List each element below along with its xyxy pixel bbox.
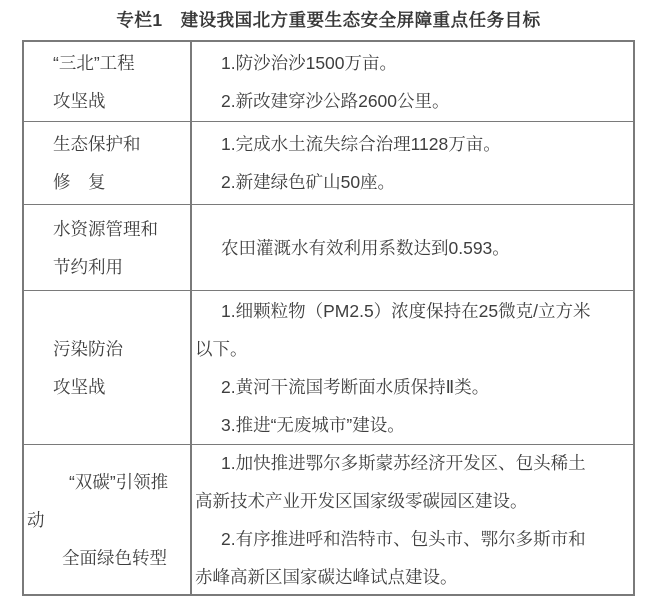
row-header-cell bbox=[24, 291, 192, 444]
text-line: 生态保护和 bbox=[53, 134, 141, 154]
text-line: “双碳”引领推 bbox=[69, 471, 169, 492]
text-line: 1.加快推进鄂尔多斯蒙苏经济开发区、包头稀土 bbox=[221, 452, 586, 473]
text-line: 高新技术产业开发区国家级零碳园区建设。 bbox=[195, 490, 528, 511]
table-row bbox=[24, 121, 633, 204]
text-line: 2.新建绿色矿山50座。 bbox=[221, 172, 396, 192]
text-line: 攻坚战 bbox=[53, 376, 106, 397]
text-line: 全面绿色转型 bbox=[62, 547, 167, 568]
text-line: 修 复 bbox=[53, 172, 106, 192]
text-line: 1.完成水土流失综合治理1128万亩。 bbox=[221, 134, 501, 154]
text-line: 2.新改建穿沙公路2600公里。 bbox=[221, 90, 450, 111]
table-row bbox=[24, 444, 633, 594]
text-line: 3.推进“无废城市”建设。 bbox=[221, 414, 405, 435]
row-tasks-cell bbox=[192, 122, 633, 204]
row-tasks-cell bbox=[192, 291, 633, 444]
text-line: 1.防沙治沙1500万亩。 bbox=[221, 52, 398, 73]
text-line: 污染防治 bbox=[53, 338, 123, 359]
text-line: 赤峰高新区国家碳达峰试点建设。 bbox=[195, 566, 458, 587]
table-row bbox=[24, 204, 633, 290]
page-title: 专栏1 建设我国北方重要生态安全屏障重点任务目标 bbox=[116, 10, 541, 30]
task-target-table bbox=[22, 40, 635, 596]
text-line: 农田灌溉水有效利用系数达到0.593。 bbox=[221, 237, 510, 258]
text-line: 1.细颗粒物（PM2.5）浓度保持在25微克/立方米 bbox=[221, 300, 591, 321]
text-line: “三北”工程 bbox=[53, 52, 135, 73]
row-tasks-cell bbox=[192, 205, 633, 290]
row-header-cell bbox=[24, 42, 192, 121]
text-line: 节约利用 bbox=[53, 256, 123, 277]
row-header-cell bbox=[24, 445, 192, 594]
row-header-cell bbox=[24, 122, 192, 204]
text-line: 攻坚战 bbox=[53, 90, 106, 111]
table-row bbox=[24, 290, 633, 444]
row-tasks-cell bbox=[192, 42, 633, 121]
text-line: 2.黄河干流国考断面水质保持Ⅱ类。 bbox=[221, 376, 490, 397]
table-row bbox=[24, 42, 633, 121]
text-line: 动 bbox=[27, 509, 45, 530]
text-line: 2.有序推进呼和浩特市、包头市、鄂尔多斯市和 bbox=[221, 528, 586, 549]
row-header-cell bbox=[24, 205, 192, 290]
row-tasks-cell bbox=[192, 445, 633, 594]
text-line: 以下。 bbox=[195, 338, 248, 359]
text-line: 水资源管理和 bbox=[53, 218, 158, 239]
